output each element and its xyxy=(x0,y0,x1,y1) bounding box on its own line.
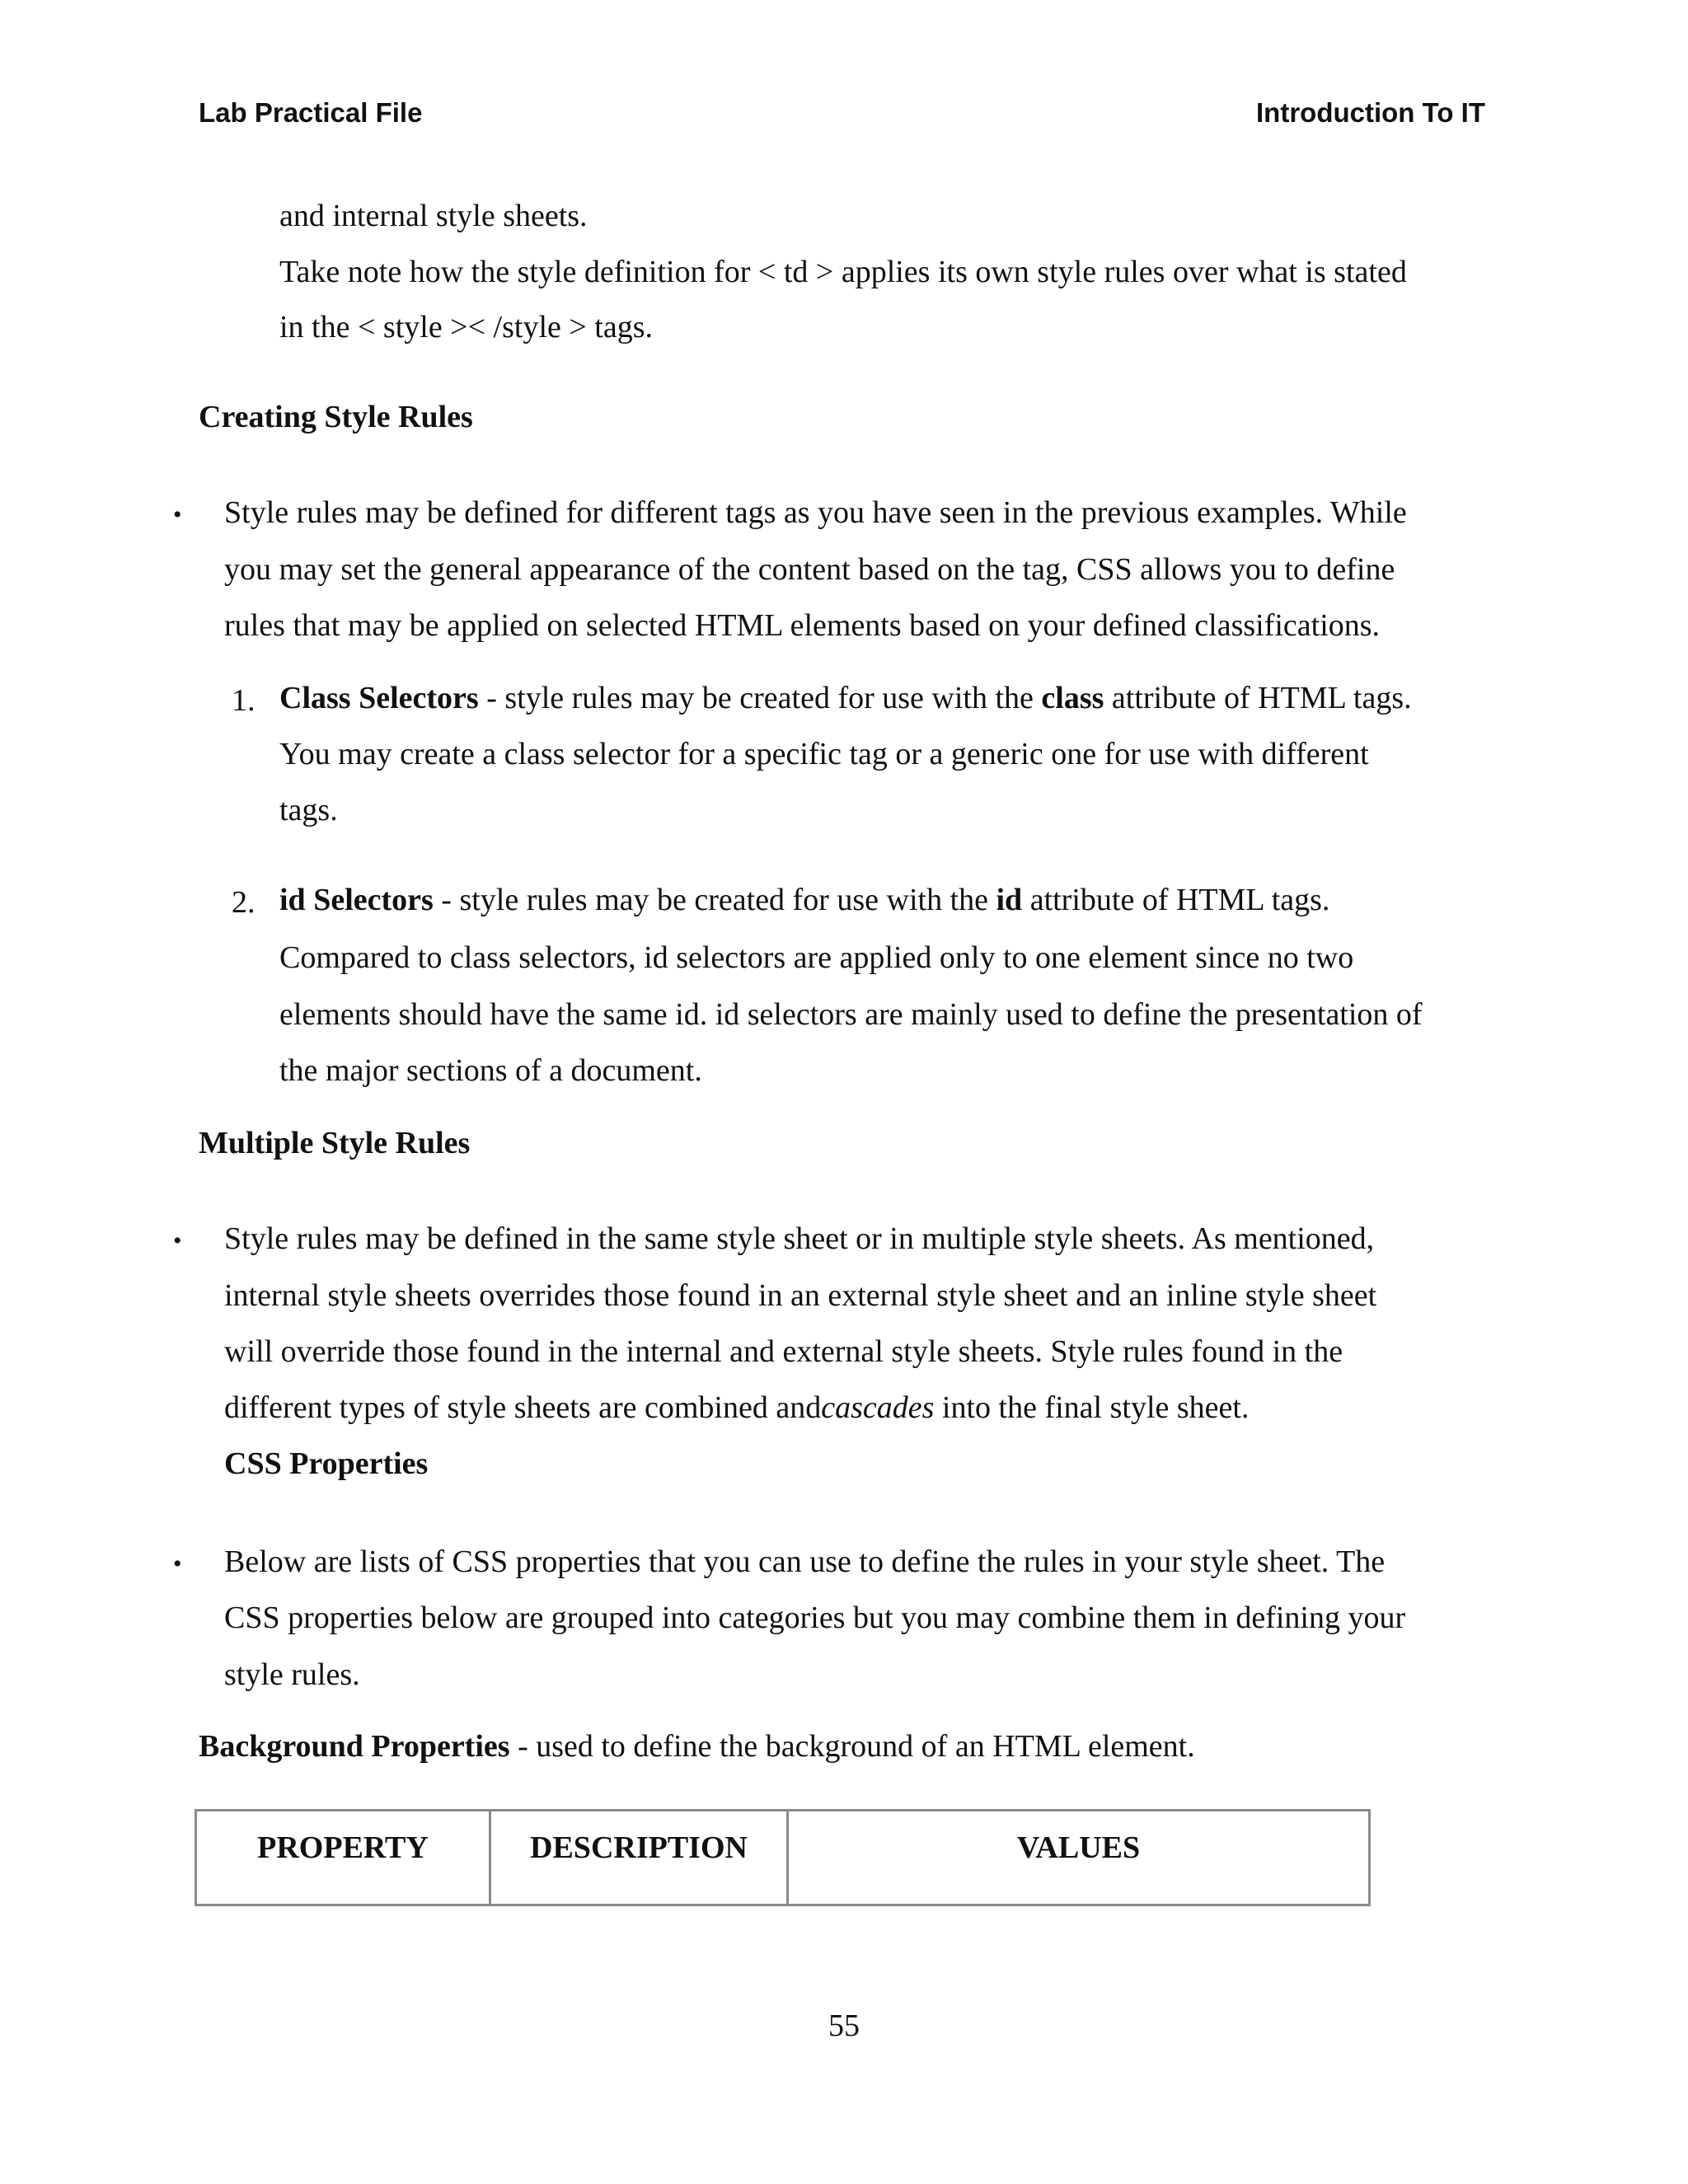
class-selectors-line-2: You may create a class selector for a specific tag or a generic one for use with different xyxy=(279,737,1369,771)
css-line-2: CSS properties below are grouped into categories but you may combine them in defining your xyxy=(224,1601,1406,1635)
background-properties-text: - used to define the background of an HTML element. xyxy=(509,1729,1195,1764)
background-properties-term: Background Properties xyxy=(199,1729,510,1764)
bullet-marker: • xyxy=(173,1550,182,1577)
background-properties-line xyxy=(199,1731,1195,1762)
table-header-row xyxy=(196,1811,1370,1905)
heading-css-properties: CSS Properties xyxy=(224,1446,429,1481)
creating-line-2: you may set the general appearance of the content based on the tag, CSS allows you to define xyxy=(224,552,1395,587)
id-selectors-text-a: - style rules may be created for use with the xyxy=(433,883,996,917)
id-selectors-line-1 xyxy=(279,884,1329,916)
table-header-description: DESCRIPTION xyxy=(490,1811,788,1905)
properties-table xyxy=(195,1809,1371,1906)
multiple-line-2: internal style sheets overrides those found in an external style sheet and an inline style sheet xyxy=(224,1278,1377,1313)
class-selectors-text-a: - style rules may be created for use with the xyxy=(478,681,1042,715)
id-keyword: id xyxy=(996,883,1023,917)
heading-multiple-style-rules: Multiple Style Rules xyxy=(199,1126,471,1160)
intro-line-2: Take note how the style definition for < td > applies its own style rules over what is stated xyxy=(279,255,1407,289)
cascades-word: cascades xyxy=(821,1390,935,1425)
table-header-values: VALUES xyxy=(788,1811,1370,1905)
intro-line-1: and internal style sheets. xyxy=(279,199,588,233)
css-line-3: style rules. xyxy=(224,1657,360,1692)
id-selectors-line-4: the major sections of a document. xyxy=(279,1053,702,1088)
multiple-line-4 xyxy=(224,1392,1249,1423)
class-selectors-line-3: tags. xyxy=(279,793,338,827)
class-keyword: class xyxy=(1041,681,1104,715)
class-selectors-text-b: attribute of HTML tags. xyxy=(1104,681,1412,715)
creating-line-3: rules that may be applied on selected HTML elements based on your defined classifications. xyxy=(224,608,1381,643)
header-right: Introduction To IT xyxy=(1256,97,1485,128)
class-selectors-line-1 xyxy=(279,682,1412,714)
id-selectors-line-3: elements should have the same id. id selectors are mainly used to define the presentation of xyxy=(279,997,1423,1032)
creating-line-1: Style rules may be defined for different tags as you have seen in the previous examples. While xyxy=(224,495,1407,530)
multiple-line-4-a: different types of style sheets are combined and xyxy=(224,1390,822,1425)
class-selectors-term: Class Selectors xyxy=(279,681,479,715)
css-line-1: Below are lists of CSS properties that you can use to define the rules in your style sheet. The xyxy=(224,1544,1386,1579)
table-header-property: PROPERTY xyxy=(196,1811,490,1905)
id-selectors-text-b: attribute of HTML tags. xyxy=(1022,883,1330,917)
bullet-marker: • xyxy=(173,1227,182,1254)
multiple-line-1: Style rules may be defined in the same style sheet or in multiple style sheets. As mentioned, xyxy=(224,1221,1375,1256)
list-number-1: 1. xyxy=(232,683,256,718)
list-number-2: 2. xyxy=(232,885,256,920)
multiple-line-3: will override those found in the internal and external style sheets. Style rules found in the xyxy=(224,1334,1343,1369)
heading-creating-style-rules: Creating Style Rules xyxy=(199,400,473,434)
multiple-line-4-b: into the final style sheet. xyxy=(934,1390,1250,1425)
bullet-marker: • xyxy=(173,501,182,528)
intro-line-3: in the < style >< /style > tags. xyxy=(279,310,654,344)
header-left: Lab Practical File xyxy=(199,97,423,128)
id-selectors-line-2: Compared to class selectors, id selectors are applied only to one element since no two xyxy=(279,940,1354,975)
page-number: 55 xyxy=(828,2008,860,2043)
id-selectors-term: id Selectors xyxy=(279,883,434,917)
